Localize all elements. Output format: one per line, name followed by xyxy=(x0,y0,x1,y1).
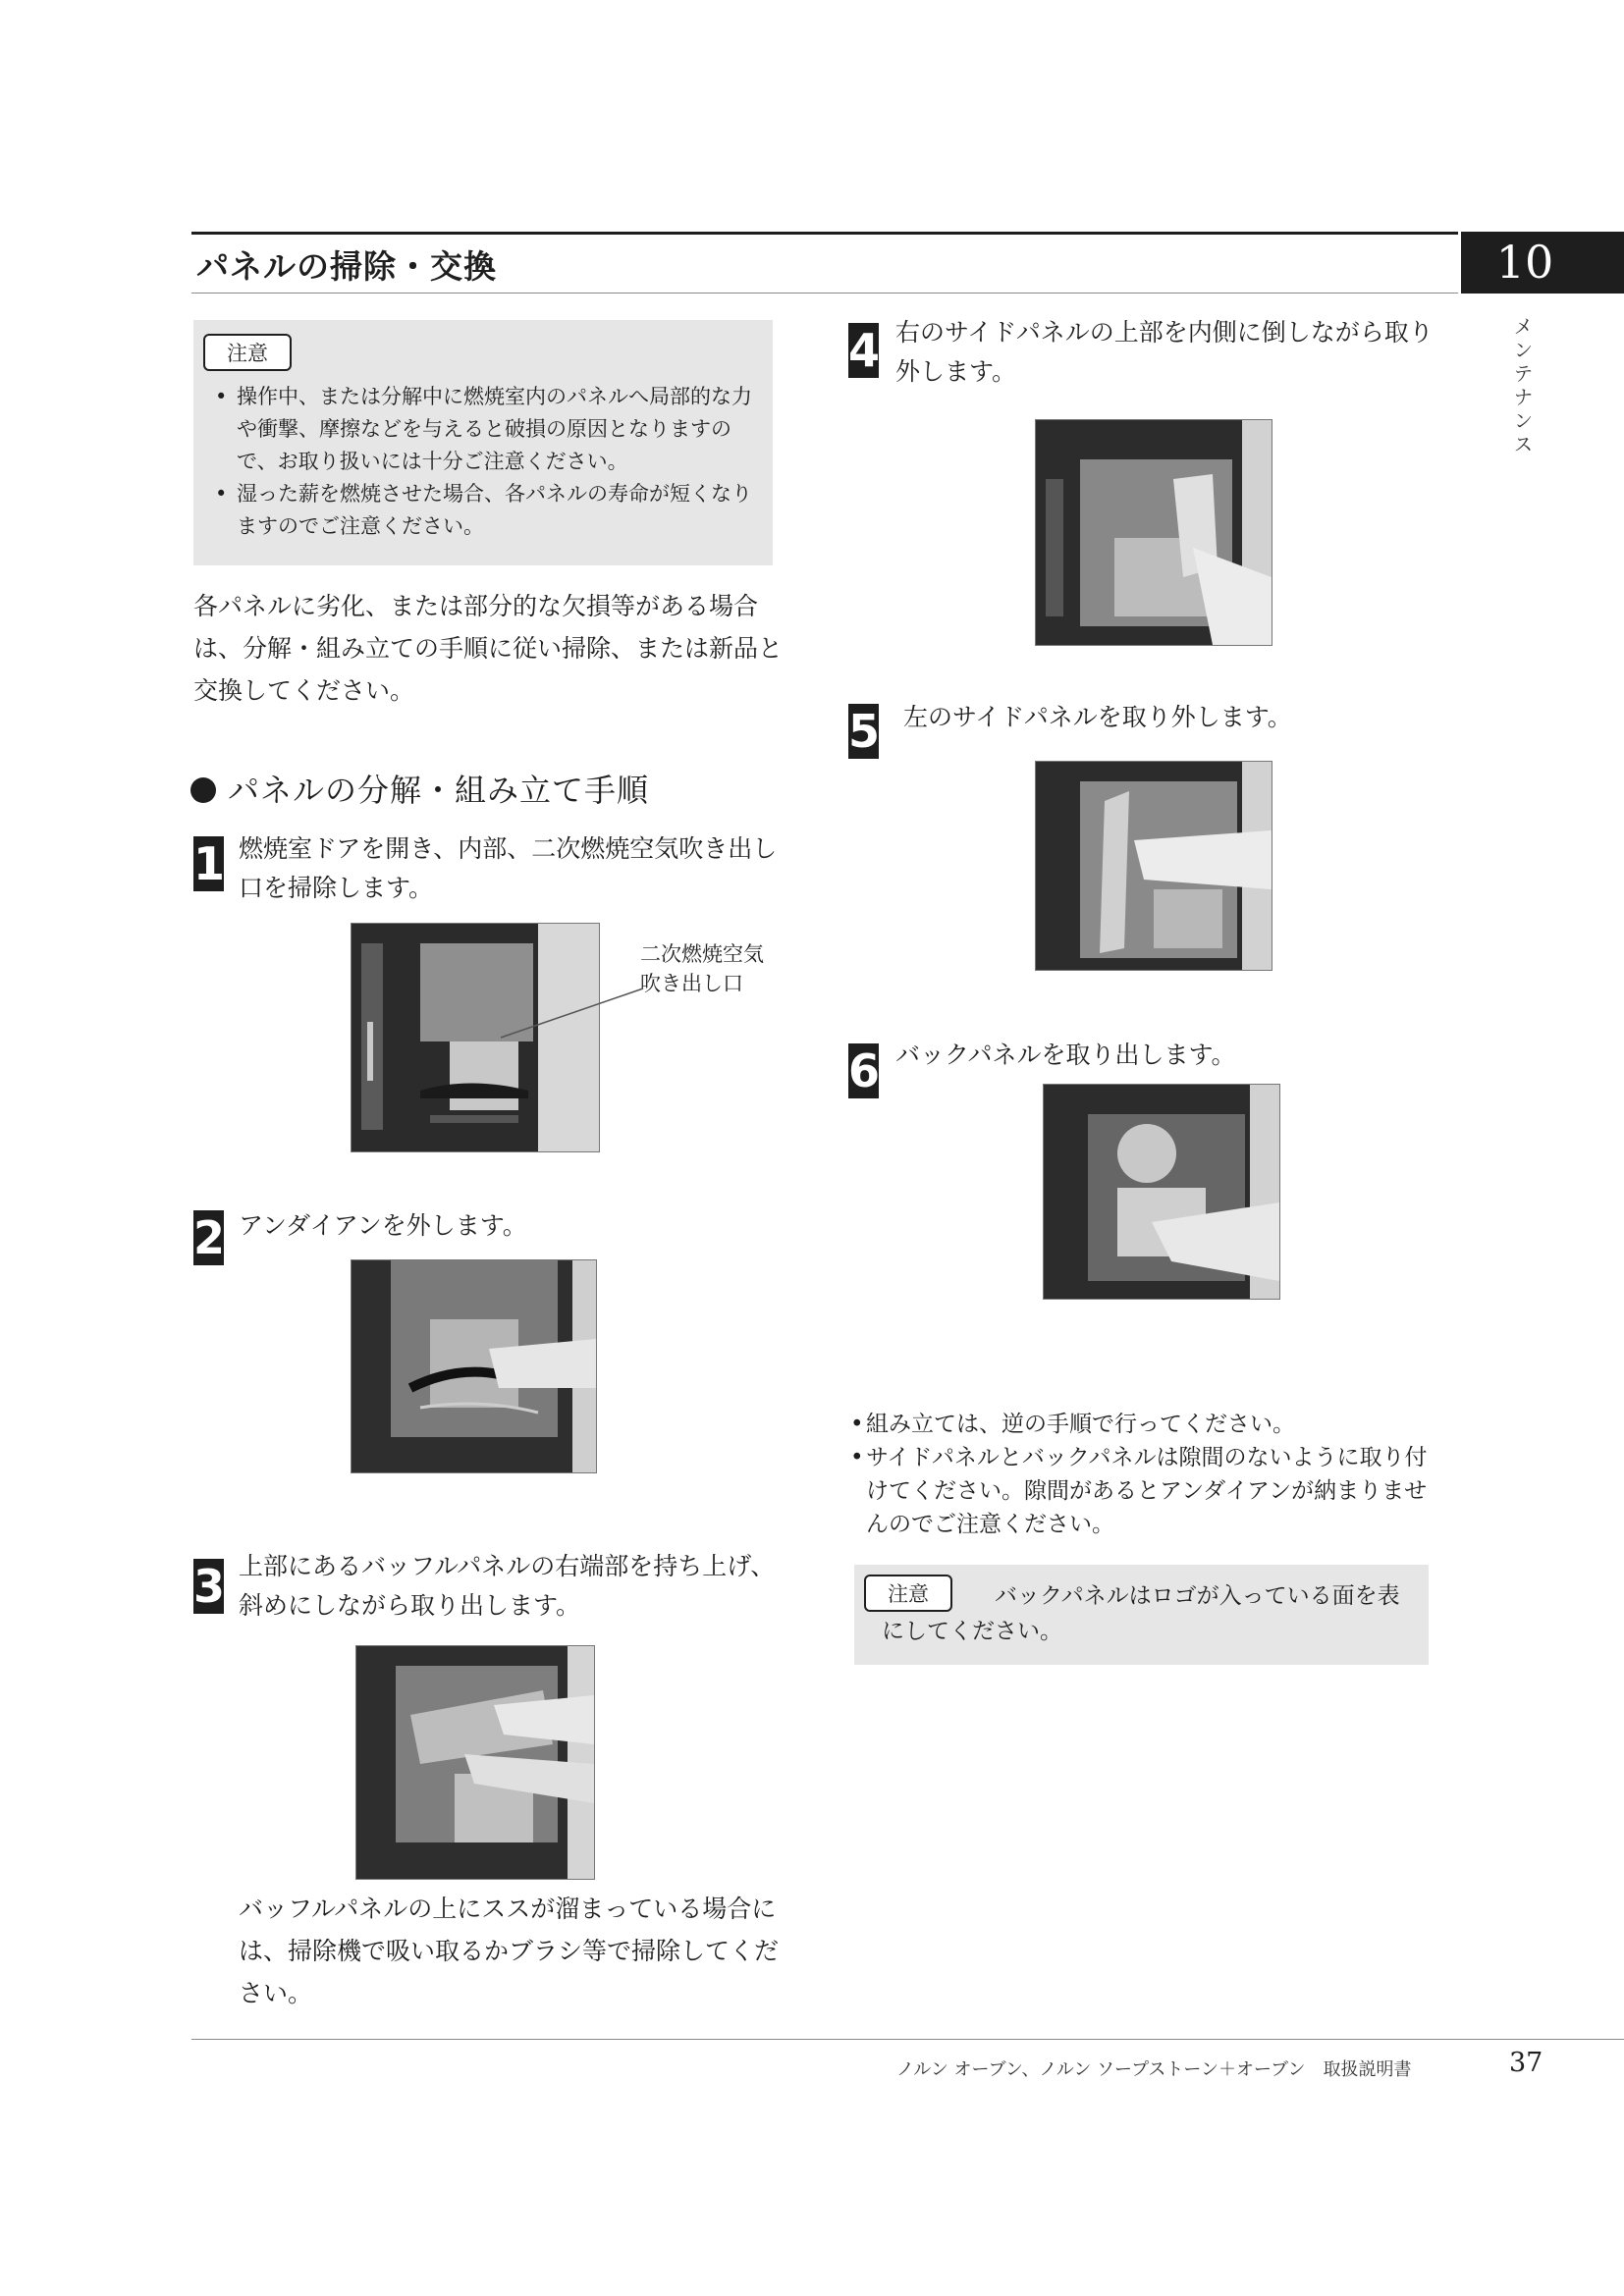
bullet-dot-icon xyxy=(190,777,216,803)
step-text: バックパネルを取り出します。 xyxy=(895,1041,1236,1069)
header-bottom-rule xyxy=(191,293,1458,294)
caution2-badge: 注意 xyxy=(864,1575,952,1612)
step6-photo xyxy=(1043,1084,1280,1300)
assembly-notes xyxy=(848,1408,1437,1541)
callout-leader-line xyxy=(491,987,648,1045)
caution-box xyxy=(193,320,773,565)
footer-rule xyxy=(191,2039,1624,2040)
step3-photo xyxy=(355,1645,595,1880)
step-text: 右のサイドパネルの上部を内側に倒しながら取り外します。 xyxy=(895,318,1434,386)
caution-item: • 湿った薪を燃焼させた場合、各パネルの寿命が短くなりますのでご注意ください。 xyxy=(213,478,758,543)
baffle-panel-removal-image xyxy=(356,1646,594,1879)
page-title: パネルの掃除・交換 xyxy=(196,247,497,286)
caution-item: • 操作中、または分解中に燃焼室内のパネルへ局部的な力や衝撃、摩擦などを与えると破損の原因となりますので、お取り扱いには十分ご注意ください。 xyxy=(213,381,758,478)
step-number: 3 xyxy=(193,1560,226,1613)
page-number: 37 xyxy=(1509,2048,1543,2078)
right-side-panel-removal-image xyxy=(1036,420,1272,645)
footer-text: ノルン オーブン、ノルン ソープストーン＋オーブン 取扱説明書 xyxy=(896,2059,1412,2080)
caution-badge: 注意 xyxy=(203,334,292,371)
step4-photo xyxy=(1035,419,1272,646)
caution-box-2 xyxy=(854,1565,1429,1665)
assembly-note: • サイドパネルとバックパネルは隙間のないように取り付けてください。隙間があるとアンダイアンが納まりませんのでご注意ください。 xyxy=(848,1441,1437,1541)
step5-photo xyxy=(1035,761,1272,971)
step3-note: バッフルパネルの上にススが溜まっている場合には、掃除機で吸い取るかブラシ等で掃除してください。 xyxy=(239,1895,780,2007)
chapter-number: 10 xyxy=(1495,236,1554,289)
step-number: 1 xyxy=(193,837,226,890)
caution2-text: バックパネルはロゴが入っている面を表にしてください。 xyxy=(882,1583,1400,1644)
intro-paragraph: 各パネルに劣化、または部分的な欠損等がある場合は、分解・組み立ての手順に従い掃除、または新品と交換してください。 xyxy=(193,592,784,705)
step-text: 上部にあるバッフルパネルの右端部を持ち上げ、斜めにしながら取り出します。 xyxy=(239,1552,776,1620)
chapter-label: メンテナンス xyxy=(1510,316,1534,457)
header-top-rule xyxy=(191,232,1458,235)
step-text: アンダイアンを外します。 xyxy=(239,1211,527,1240)
step-number: 5 xyxy=(848,705,881,758)
step-number: 4 xyxy=(848,324,881,377)
step2-photo xyxy=(351,1259,597,1473)
back-panel-removal-image xyxy=(1044,1085,1279,1299)
step-text: 左のサイドパネルを取り外します。 xyxy=(903,703,1292,731)
step-number: 6 xyxy=(848,1044,881,1097)
callout-label: 二次燃焼空気 吹き出し口 xyxy=(640,942,764,995)
section-heading xyxy=(190,766,649,811)
section-title: パネルの分解・組み立て手順 xyxy=(228,772,650,809)
caution-list xyxy=(213,381,758,543)
step-text: 燃焼室ドアを開き、内部、二次燃焼空気吹き出し口を掃除します。 xyxy=(239,834,778,902)
step-number: 2 xyxy=(193,1211,226,1264)
left-side-panel-removal-image xyxy=(1036,762,1272,970)
assembly-note: • 組み立ては、逆の手順で行ってください。 xyxy=(848,1408,1437,1441)
andiron-removal-image xyxy=(352,1260,596,1472)
